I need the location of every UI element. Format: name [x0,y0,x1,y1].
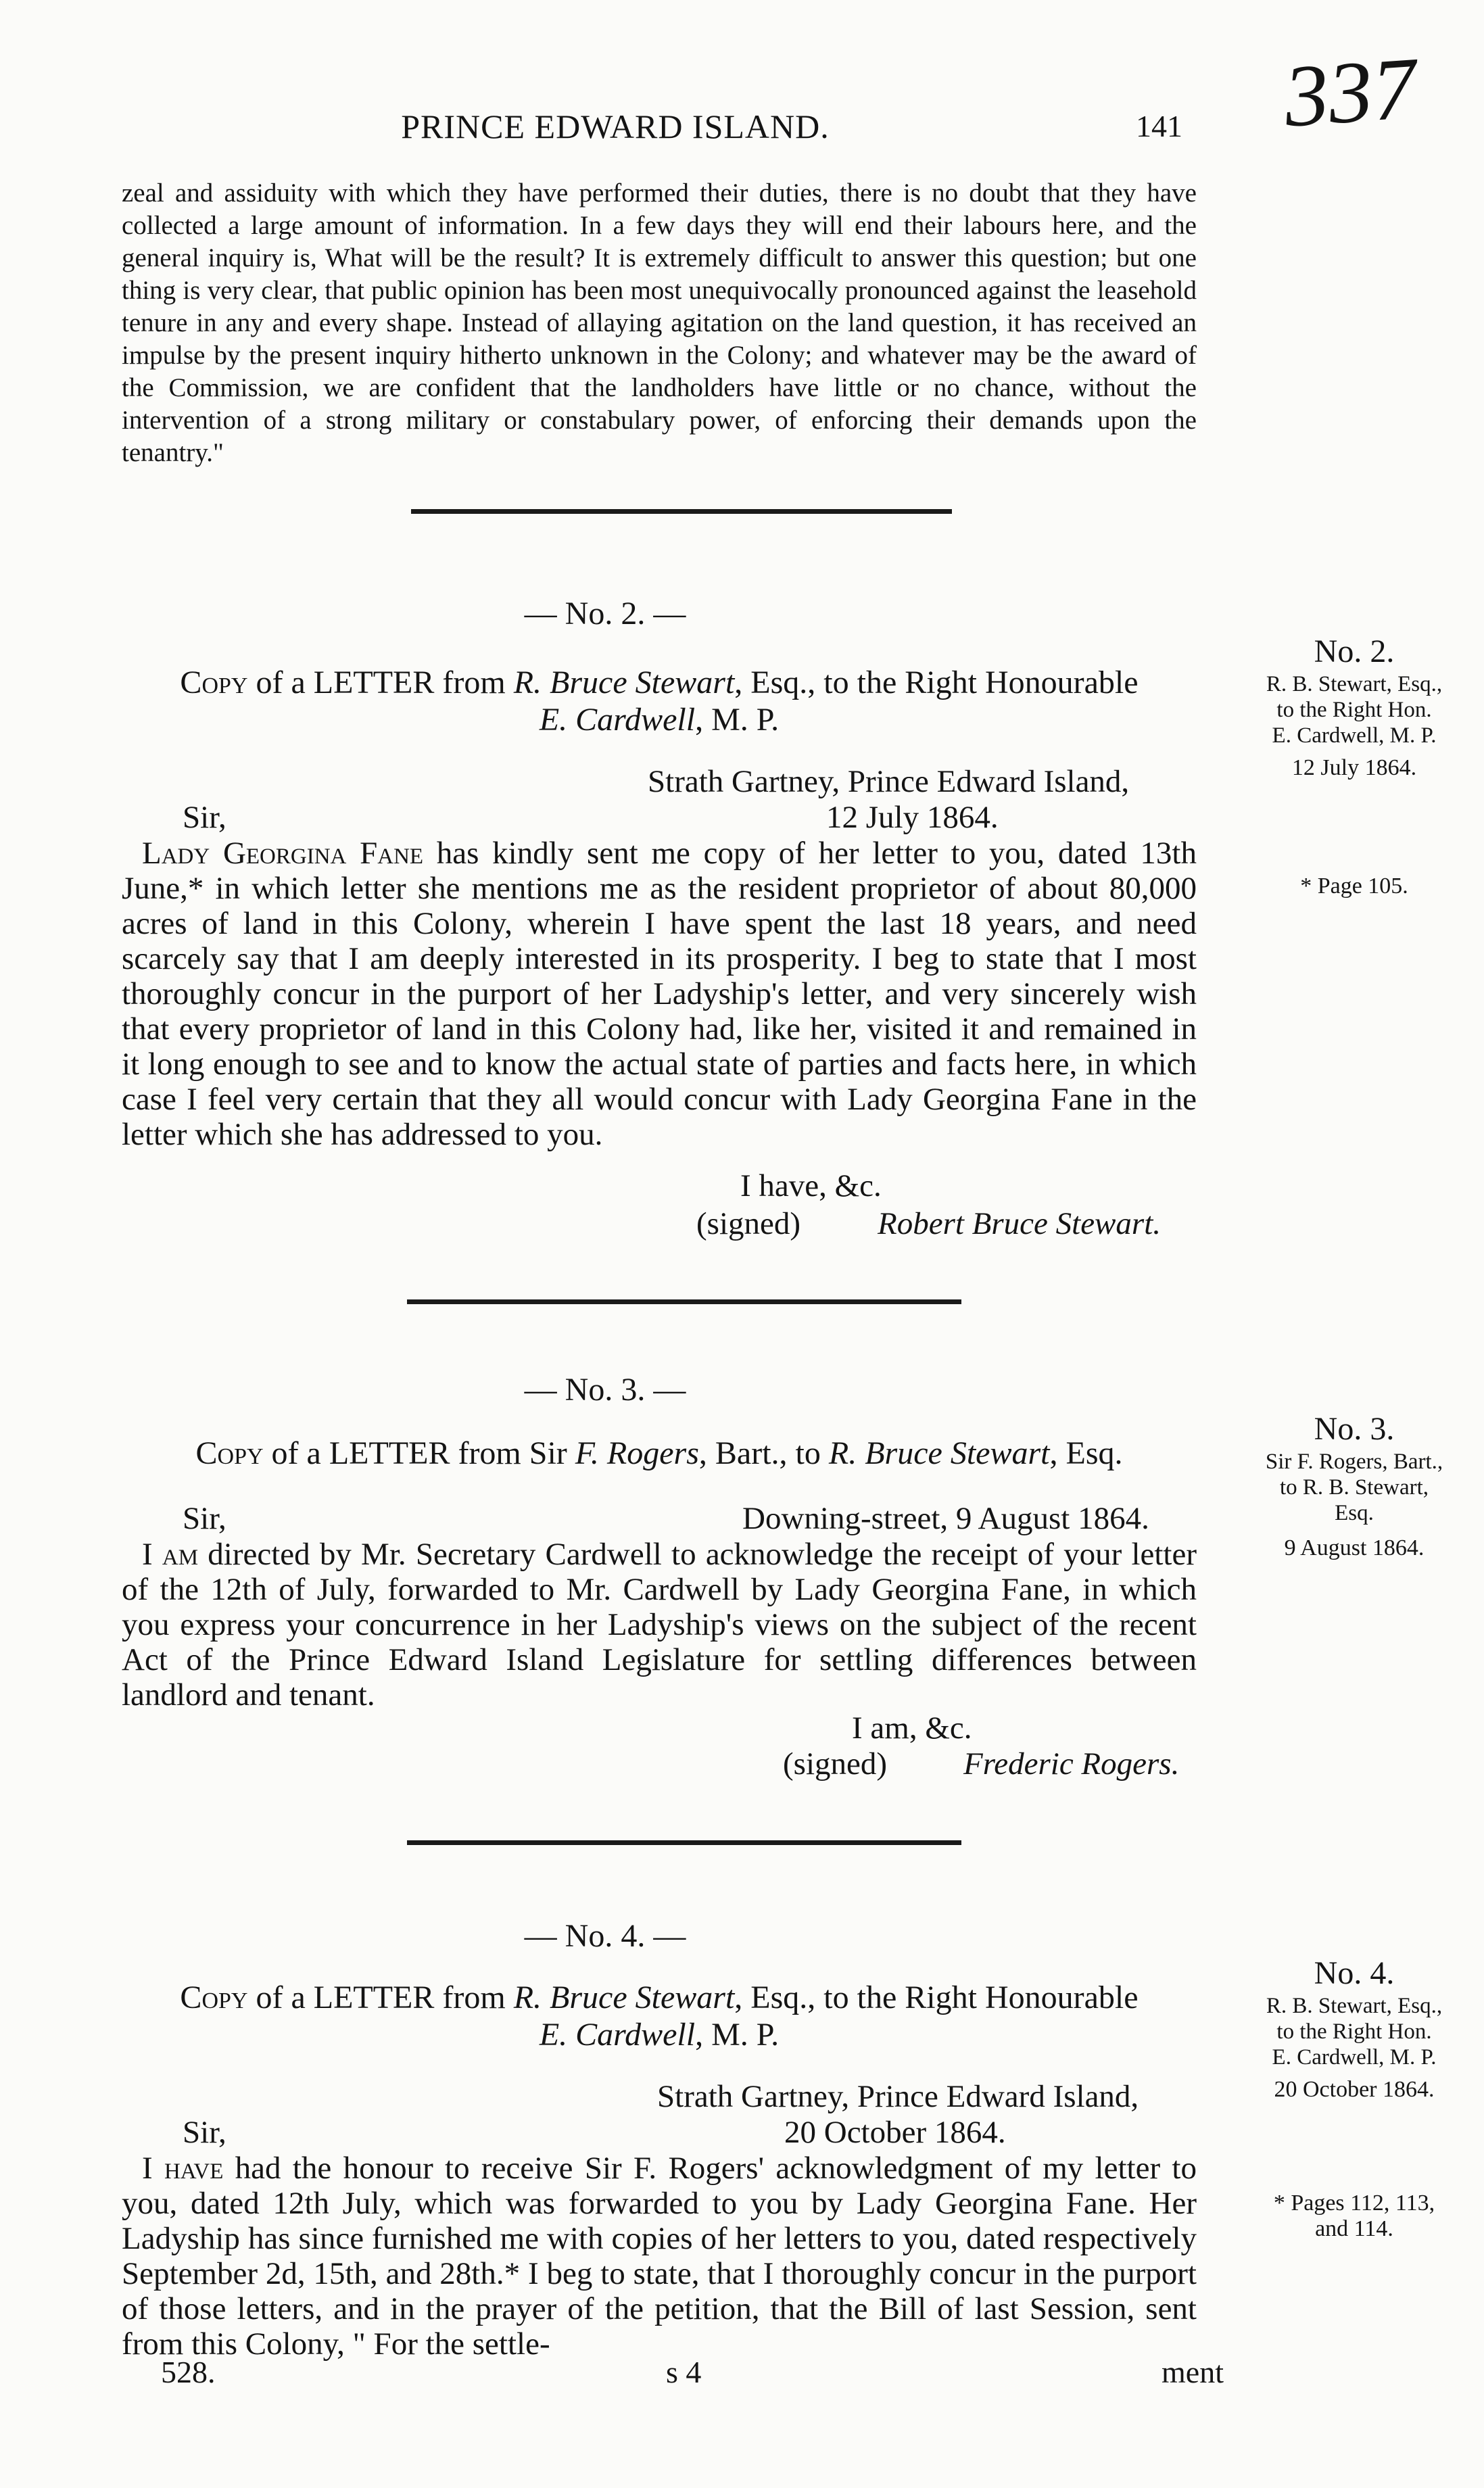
salutation: Sir, [183,1501,226,1536]
sender-name: R. Bruce Stewart [513,1980,735,2015]
signature: Robert Bruce Stewart. [878,1206,1162,1241]
letter-title-4: Copy of a LETTER from R. Bruce Stewart, Esq., to the Right Honourable E. Cardwell, M. P. [180,1980,1139,2053]
sender-name: F. Rogers [575,1435,699,1471]
body-lead: I am [142,1537,199,1572]
page-number: 141 [1136,109,1182,143]
document-number: 528. [161,2355,216,2389]
section-number-2: — No. 2. — [524,596,686,631]
body-lead: I have [142,2151,224,2186]
margin-note-2: No. 2. R. B. Stewart, Esq., to the Right Hon. E. Cardwell, M. P. 12 July 1864. [1266,633,1443,780]
closing: I have, &c. [740,1168,882,1203]
signed-label: (signed) [696,1206,801,1241]
title-prefix: Copy [180,665,248,700]
recipient-name: R. Bruce Stewart [828,1435,1050,1471]
margin-note-4: No. 4. R. B. Stewart, Esq., to the Right Hon. E. Cardwell, M. P. 20 October 1864. [1266,1955,1443,2102]
intro-paragraph: zeal and assiduity with which they have performed their duties, there is no doubt that they have collected a large amount of information. In a few days they will end their labours here, and the general inquiry is, What will be the result? It is extremely difficult to answer this question; but one thing is very clear, that public opinion has been most unequivocally pronounced against the leasehold tenure in any and every shape. Instead of allaying agitation on the land question, it has received an impulse by the present inquiry hitherto unknown in the Colony; and whatever may be the award of the Commission, we are confident that the landholders have little or no chance, without the intervention of a strong military or constabulary power, of enforcing their demands upon the tenantry." [122,178,1197,467]
recipient-name: E. Cardwell [539,702,696,738]
letter-address: Downing-street, 9 August 1864. [742,1501,1149,1536]
section-divider [411,509,952,514]
letter-title-3: Copy of a LETTER from Sir F. Rogers, Bart., to R. Bruce Stewart, Esq. [195,1435,1123,1471]
letter-body-3: I am directed by Mr. Secretary Cardwell to acknowledge the receipt of your letter of the 12th of July, forwarded to Mr. Cardwell by Lady Georgina Fane, in which you express your concurrence in her Ladyship's views on the subject of the recent Act of the Prince Edward Island Legislature for settling differences between landlord and tenant. [122,1537,1197,1713]
margin-footnote-2: * Page 105. [1300,874,1408,899]
section-number-4: — No. 4. — [524,1918,686,1954]
section-number-3: — No. 3. — [524,1372,686,1408]
letter-address: Strath Gartney, Prince Edward Island, [657,2079,1139,2114]
letter-date: 12 July 1864. [826,800,999,835]
signed-label: (signed) [783,1746,888,1781]
section-divider [407,1299,961,1304]
salutation: Sir, [183,2115,226,2150]
signature: Frederic Rogers. [963,1746,1180,1781]
body-lead: Lady Georgina Fane [142,836,424,871]
margin-note-3: No. 3. Sir F. Rogers, Bart., to R. B. Stewart, Esq. 9 August 1864. [1265,1411,1443,1560]
letter-body-4: I have had the honour to receive Sir F. Rogers' acknowledgment of my letter to you, dated 12th July, which was forwarded to you by Lady Georgina Fane. Her Ladyship has since furnished me with copies of her letters to you, dated respectively September 2d, 15th, and 28th.* I beg to state, that I thoroughly concur in the purport of those letters, and in the prayer of the petition, that the Bill of last Session, sent from this Colony, " For the settle- [122,2151,1197,2362]
handwritten-folio-number: 337 [1281,39,1420,146]
sender-name: R. Bruce Stewart [513,665,735,700]
closing: I am, &c. [852,1710,972,1746]
letter-address: Strath Gartney, Prince Edward Island, [648,764,1130,799]
salutation: Sir, [183,800,226,835]
signature-mark: s 4 [666,2355,702,2389]
catchword: ment [1162,2355,1224,2389]
letter-title-2: Copy of a LETTER from R. Bruce Stewart, Esq., to the Right Honourable E. Cardwell, M. P. [180,665,1139,738]
margin-footnote-4: * Pages 112, 113, and 114. [1273,2191,1435,2241]
recipient-name: E. Cardwell [539,2017,696,2053]
section-divider [407,1840,961,1845]
running-header: PRINCE EDWARD ISLAND. [401,107,830,145]
letter-date: 20 October 1864. [784,2115,1006,2150]
letter-body-2: Lady Georgina Fane has kindly sent me copy of her letter to you, dated 13th June,* in which letter she mentions me as the resident proprietor of about 80,000 acres of land in this Colony, wherein I have spent the last 18 years, and need scarcely say that I am deeply interested in its prosperity. I beg to state that I most thoroughly concur in the purport of her Ladyship's letter, and very sincerely wish that every proprietor of land in this Colony had, like her, visited it and remained in it long enough to see and to know the actual state of parties and facts here, in which case I feel very certain that they all would concur with Lady Georgina Fane in the letter which she has addressed to you. [122,836,1197,1152]
